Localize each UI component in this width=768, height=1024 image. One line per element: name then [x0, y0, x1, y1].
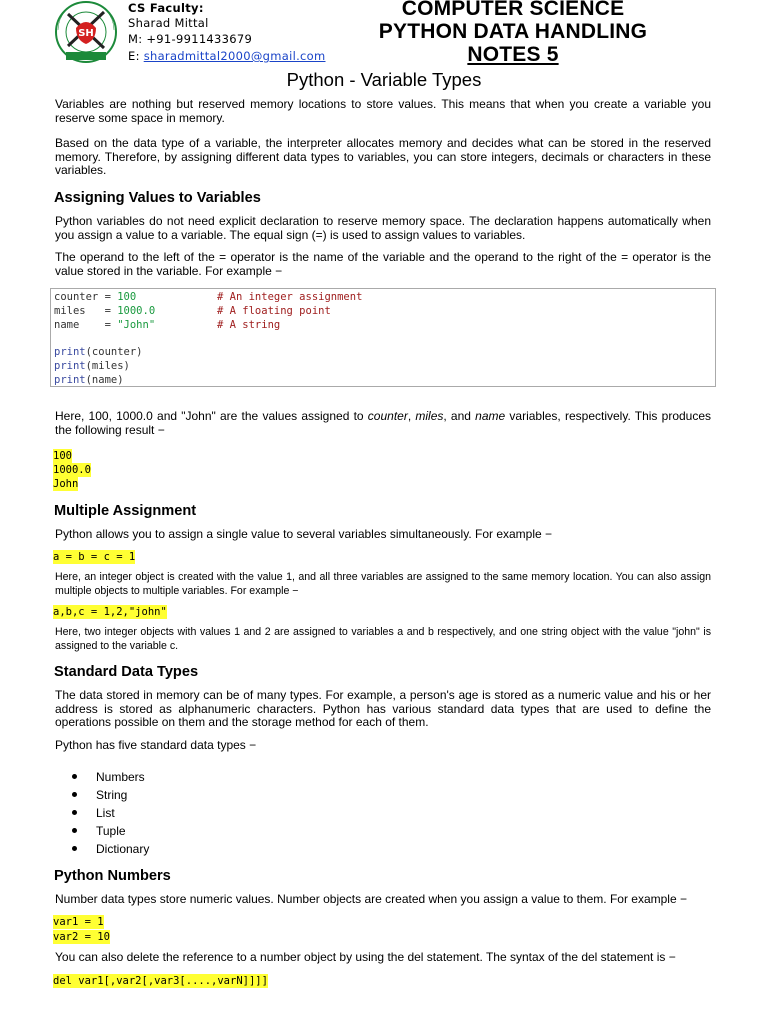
- code-line-2: miles = 1000.0: [54, 305, 156, 317]
- page-title: Python - Variable Types: [286, 69, 482, 90]
- code-print-3: print(name): [54, 374, 124, 386]
- multiple-paragraph-1: Python allows you to assign a single value to several variables simultaneously. For example −: [55, 527, 553, 541]
- intro-paragraph-1: Variables are nothing but reserved memory locations to store values. This means that when you create a variable you reserve some space in memory.: [55, 97, 711, 125]
- output-line-1: 100: [53, 450, 72, 462]
- heading-assigning: Assigning Values to Variables: [54, 190, 261, 206]
- bullet-icon: [72, 846, 77, 851]
- header-title-1: COMPUTER SCIENCE: [401, 0, 625, 20]
- code-print-2: print(miles): [54, 360, 130, 372]
- faculty-name: Sharad Mittal: [128, 16, 209, 30]
- code-block: [50, 288, 716, 387]
- code-print-1: print(counter): [54, 346, 143, 358]
- output-line-2: 1000.0: [53, 464, 91, 476]
- assigning-paragraph-2: The operand to the left of the = operator is the name of the variable and the operand to the right of the = operator is the value stored in the variable. For example −: [55, 250, 711, 278]
- result-paragraph: Here, 100, 1000.0 and "John" are the values assigned to counter, miles, and name variables, respectively. This produces the following result −: [55, 409, 712, 437]
- school-logo: [50, 0, 122, 66]
- multiple-paragraph-3: Here, two integer objects with values 1 and 2 are assigned to variables a and b respectively, and one string object with the value "john" is assigned to the variable c.: [55, 626, 711, 652]
- bullet-icon: [72, 792, 77, 797]
- numbers-code-3: del var1[,var2[,var3[....,varN]]]]: [53, 975, 268, 987]
- numbers-code-2: var2 = 10: [53, 931, 110, 943]
- numbers-paragraph-1: Number data types store numeric values. Number objects are created when you assign a value to them. For example −: [55, 892, 687, 906]
- heading-standard: Standard Data Types: [54, 664, 199, 680]
- intro-paragraph-2: Based on the data type of a variable, the interpreter allocates memory and decides what can be stored in the reserved memory. Therefore, by assigning different data types to variables, you can store integers, decimals or characters in these variables.: [55, 136, 711, 177]
- faculty-label: CS Faculty:: [128, 1, 204, 15]
- standard-paragraph-1: The data stored in memory can be of many types. For example, a person's age is stored as a numeric value and his or her address is stored as alphanumeric characters. Python has various standard data types that are used to define the operations possible on them and the storage method for each of them.: [55, 688, 711, 729]
- faculty-email-line: [128, 49, 326, 64]
- multiple-code-2: a,b,c = 1,2,"john": [53, 606, 167, 618]
- email-prefix: E:: [128, 49, 144, 63]
- bullet-icon: [72, 810, 77, 815]
- header-title-2: PYTHON DATA HANDLING: [378, 20, 648, 43]
- assigning-paragraph-1: Python variables do not need explicit declaration to reserve memory space. The declaration happens automatically when you assign a value to a variable. The equal sign (=) is used to assign values to variables.: [55, 214, 711, 242]
- heading-numbers: Python Numbers: [54, 868, 171, 884]
- standard-paragraph-2: Python has five standard data types −: [55, 738, 257, 752]
- faculty-mobile: M: +91-9911433679: [128, 32, 253, 46]
- code-line-1: counter = 100: [54, 291, 137, 303]
- code-comment-1: # An integer assignment: [217, 291, 363, 303]
- code-comment-3: # A string: [217, 319, 281, 331]
- heading-multiple: Multiple Assignment: [54, 503, 197, 519]
- multiple-paragraph-2: Here, an integer object is created with the value 1, and all three variables are assigned to the same memory location. You can also assign multiple objects to multiple variables. For example −: [55, 571, 711, 597]
- header-title-3: NOTES 5: [467, 43, 559, 66]
- numbers-code-1: var1 = 1: [53, 916, 104, 928]
- email-link[interactable]: sharadmittal2000@gmail.com: [143, 49, 326, 63]
- bullet-icon: [72, 774, 77, 779]
- bullet-icon: [72, 828, 77, 833]
- multiple-code-1: a = b = c = 1: [53, 551, 136, 563]
- output-line-3: John: [53, 478, 79, 490]
- svg-text:SH: SH: [78, 28, 94, 39]
- code-line-3: name = "John": [54, 319, 156, 331]
- code-comment-2: # A floating point: [217, 305, 331, 317]
- numbers-paragraph-2: You can also delete the reference to a number object by using the del statement. The syntax of the del statement is −: [55, 950, 676, 964]
